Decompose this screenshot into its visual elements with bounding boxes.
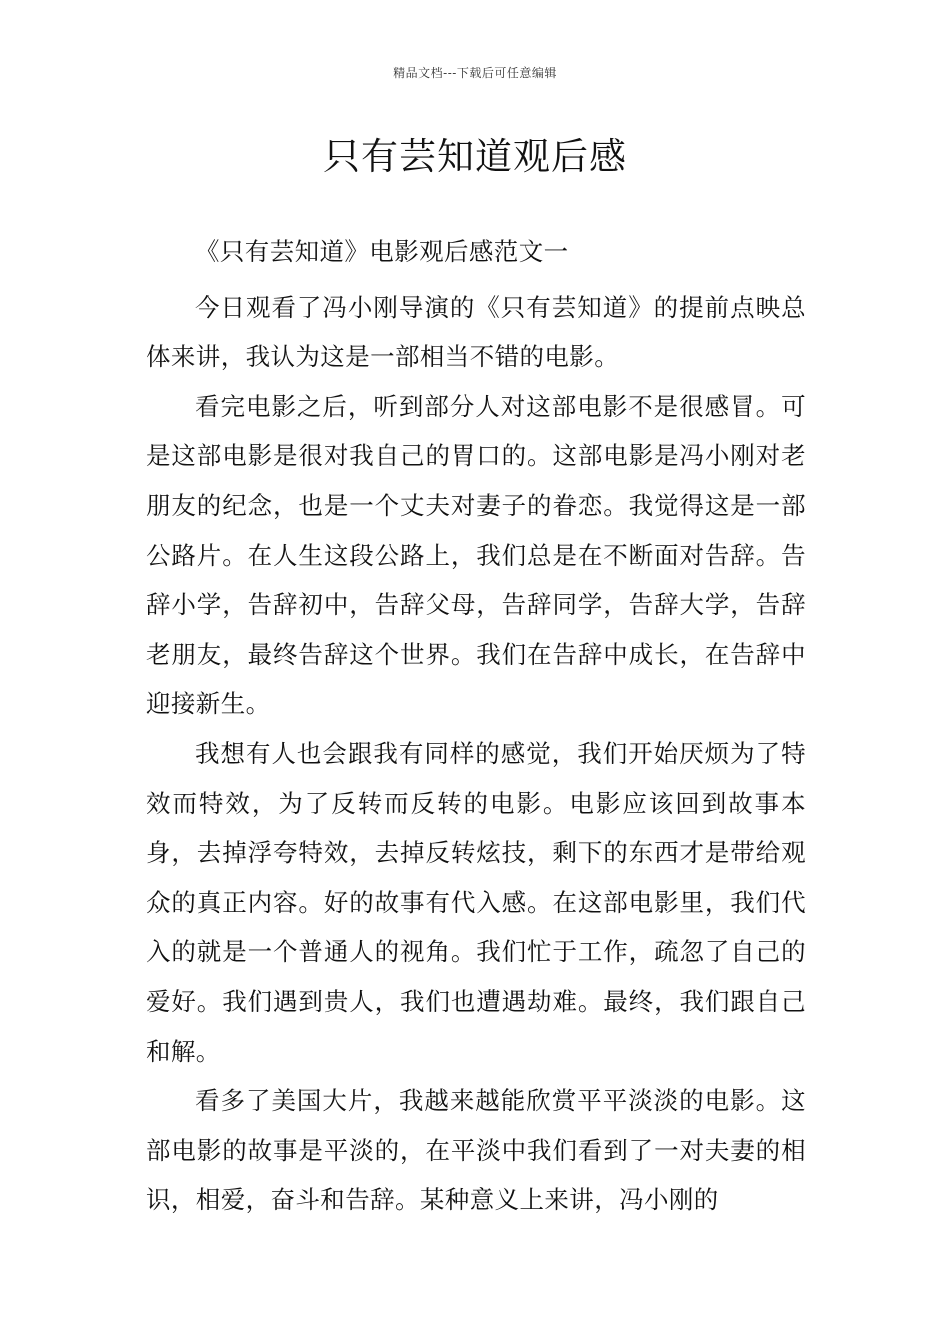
document-body — [146, 227, 806, 1225]
header-note: 精品文档---下载后可任意编辑 — [393, 66, 557, 80]
paragraph: 看多了美国大片，我越来越能欣赏平平淡淡的电影。这部电影的故事是平淡的，在平淡中我们看到了一对夫妻的相识，相爱，奋斗和告辞。某种意义上来讲，冯小刚的 — [146, 1086, 806, 1215]
section-subtitle: 《只有芸知道》电影观后感范文一 — [195, 237, 569, 266]
paragraph: 看完电影之后，听到部分人对这部电影不是很感冒。可是这部电影是很对我自己的胃口的。这部电影是冯小刚对老朋友的纪念，也是一个丈夫对妻子的眷恋。我觉得这是一部公路片。在人生这段公路上，我们总是在不断面对告辞。告辞小学，告辞初中，告辞父母，告辞同学，告辞大学，告辞老朋友，最终告辞这个世界。我们在告辞中成长，在告辞中迎接新生。 — [146, 391, 806, 719]
paragraph: 我想有人也会跟我有同样的感觉，我们开始厌烦为了特效而特效，为了反转而反转的电影。电影应该回到故事本身，去掉浮夸特效，去掉反转炫技，剩下的东西才是带给观众的真正内容。好的故事有代入感。在这部电影里，我们代入的就是一个普通人的视角。我们忙于工作，疏忽了自己的爱好。我们遇到贵人，我们也遭遇劫难。最终，我们跟自己和解。 — [146, 738, 806, 1066]
document-title: 只有芸知道观后感 — [323, 135, 627, 178]
paragraph: 今日观看了冯小刚导演的《只有芸知道》的提前点映总体来讲，我认为这是一部相当不错的电影。 — [146, 292, 806, 372]
